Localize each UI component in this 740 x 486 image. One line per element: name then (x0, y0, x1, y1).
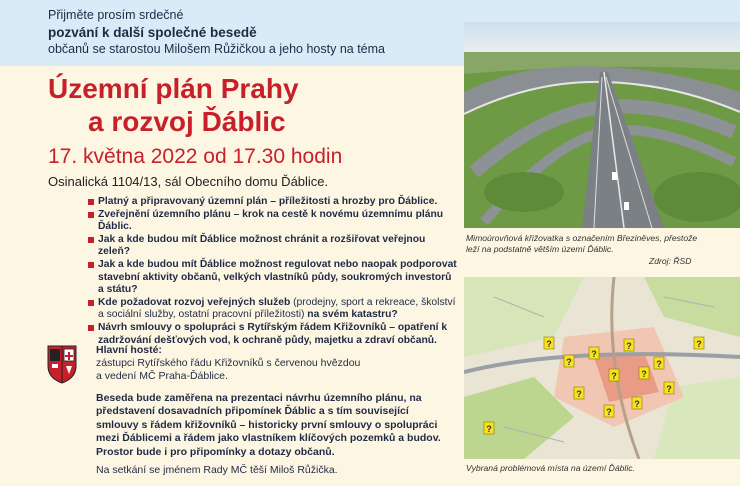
svg-text:?: ? (634, 399, 640, 409)
svg-text:?: ? (576, 389, 582, 399)
topic-item: Jak a kde budou mít Ďáblice možnost chránit a rozšiřovat veřejnou zeleň? (88, 234, 458, 259)
topics-list (88, 196, 458, 347)
intro-line-1: Přijměte prosím srdečné (48, 8, 184, 22)
topic-item: Platný a připravovaný územní plán – příležitosti a hrozby pro Ďáblice. (88, 196, 458, 209)
svg-text:?: ? (566, 357, 572, 367)
svg-text:?: ? (606, 407, 612, 417)
intro-line-2: pozvání k další společné besedě (48, 25, 257, 40)
event-date: 17. května 2022 od 17.30 hodin (48, 145, 343, 168)
guests-line-2: a vedení MČ Praha-Ďáblice. (96, 370, 228, 382)
title-line-2: a rozvoj Ďáblic (88, 106, 286, 137)
highway-interchange-photo (464, 22, 740, 228)
photo-source-1: Zdroj: ŘSD (649, 256, 692, 266)
photo-caption-1: Mimoúrovňová křižovatka s označením Březiněves, přestože leží na podstatně větším území Ďáblic. (466, 233, 698, 254)
guests-heading: Hlavní hosté: (96, 344, 162, 356)
topic-item: Kde požadovat rozvoj veřejných služeb (prodejny, sport a rekreace, školství a sociální služby, ostatní pracovní příležitosti) na svém katastru? (88, 297, 458, 322)
svg-text:?: ? (486, 424, 492, 434)
guests-line-1: zástupci Rytířského řádu Křižovníků s červenou hvězdou (96, 357, 361, 369)
intro-line-3: občanů se starostou Milošem Růžičkou a jeho hosty na téma (48, 42, 385, 56)
topic-item: Jak a kde budou mít Ďáblice možnost regulovat nebo naopak podporovat stavební aktivity občanů, velkých vlastníků půdy, soukromých investorů a státu? (88, 259, 458, 297)
svg-text:?: ? (656, 359, 662, 369)
svg-text:?: ? (626, 341, 632, 351)
svg-text:?: ? (546, 339, 552, 349)
title-line-1: Územní plán Prahy (48, 73, 299, 104)
event-venue: Osinalická 1104/13, sál Obecního domu Ďáblice. (48, 174, 329, 189)
svg-text:?: ? (641, 369, 647, 379)
event-description: Beseda bude zaměřena na prezentaci návrhu územního plánu, na představení dosavadních připomínek Ďáblic a s tím související smlouvy s řádem křižovníků – historicky první smlouvy o spolupráci mezi Ďáblicemi a řádem jako vlastníkem klíčových pozemků a budov. Prostor bude i pro připomínky a dotazy občanů. (96, 392, 441, 458)
topic-item: Zveřejnění územního plánu – krok na cestě k novému územnímu plánu Ďáblic. (88, 209, 458, 234)
dablice-crest-icon (46, 344, 78, 384)
topic-item: Návrh smlouvy o spolupráci s Rytířským řádem Křižovníků – opatření k zadržování dešťových vod, k ochraně půdy, majetku a zdraví občanů. (88, 322, 458, 347)
svg-text:?: ? (591, 349, 597, 359)
main-guests (96, 344, 360, 383)
dablice-map (464, 277, 740, 459)
closing-line: Na setkání se jménem Rady MČ těší Miloš Růžička. (96, 464, 338, 476)
svg-text:?: ? (666, 384, 672, 394)
svg-text:?: ? (611, 371, 617, 381)
page-title (48, 72, 299, 138)
svg-text:?: ? (696, 339, 702, 349)
invitation-intro (48, 7, 385, 58)
photo-caption-2: Vybraná problémová místa na území Ďáblic. (466, 463, 635, 473)
